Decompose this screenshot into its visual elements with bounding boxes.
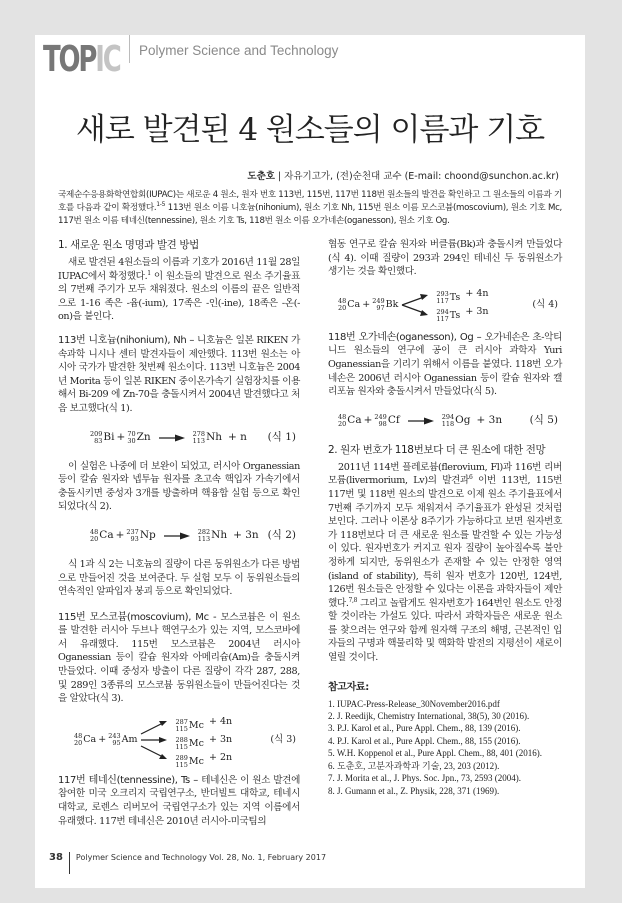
equation-term: + 3n [465, 305, 489, 317]
equation-term: Bk [385, 298, 399, 310]
equation-term: Og [455, 413, 471, 426]
paragraph: 협동 연구로 칼슘 원자와 버클륨(Bk)과 충돌시켜 만들었다(식 4). 이때 질량이 293과 294인 테네신 두 동위원소가 생기는 것을 확인했다. [328, 239, 562, 278]
equation-term [193, 431, 205, 445]
equation-term: Bi [103, 430, 115, 443]
equation-term [175, 755, 187, 769]
equation-term [436, 309, 460, 323]
equation-term: 118 [441, 419, 455, 428]
columns [58, 238, 562, 828]
equation-3 [58, 714, 300, 769]
equation-term: Mc [188, 720, 204, 732]
header-divider [129, 35, 130, 63]
equation-term [74, 733, 82, 747]
equation-term: + 3n [476, 413, 503, 426]
journal-name: Polymer Science and Technology [139, 43, 339, 58]
equation-term: 293 [436, 289, 449, 298]
equation-term: 20 [338, 419, 347, 428]
reaction-arrow-icon [159, 434, 185, 442]
paragraph: 새로 발견된 4원소들의 이름과 기호가 2016년 11월 28일 IUPAC에서 확정했다.$^1$ 이 원소들의 발견으로 원소 주기율표의 7번째 주기가 모두 채워졌다. 원소의 이름의 끝은 일반적으로 1-16 족은 -윰(-ium), 17족은 -인(-ine), 18족은 -온(-on)을 붙인다. [58, 257, 301, 323]
article-content [35, 189, 585, 828]
equation-2 [58, 522, 300, 550]
equation-term [126, 529, 155, 543]
equation-term: + 2n [209, 751, 233, 763]
reference-item: 2. J. Reedijk, Chemistry International, 38(5), 30 (2016). [328, 711, 530, 722]
equation-term [175, 719, 203, 733]
author-line: 도춘호 | 자유기고가, (전)순천대 교수 (E-mail: choond@sunchon.ac.kr) [247, 171, 559, 182]
equation-term: 117 [436, 296, 449, 305]
reference-item: 1. IUPAC-Press-Release_30November2016.pdf [328, 698, 500, 709]
equation-term [173, 715, 233, 769]
equation-term [90, 529, 98, 543]
equation-label: (식 4) [532, 298, 558, 310]
text-span: 이번 113번, 115번 117번 및 118번 원소의 발견으로 이제 원소 주기율표에서 7번째 주기까지 모두 채워져서 주기율표가 완성된 것처럼 보인다. 그러나 이론상 8주기가 가능하다고 보면 원자번호가 118번보다 더 큰 새로운 원소를 발견할 수 있는 가능성이 있다. 원자번호가 커지고 원자 질량이 높아질수록 불안정하게 되지만, 동위원소가 존재할 수 있는 안정한 영역(island of stability), 특히 원자 번호가 120번, 124번, 126번 원소들은 안정할 수 있다는 이론을 과학자들이 제안했다. [328, 475, 562, 609]
equation-term: 249 [374, 412, 387, 421]
equation-term: Ca [347, 298, 361, 310]
equation-term [90, 431, 115, 445]
equation-term [175, 737, 203, 751]
equation-term: Mc [188, 738, 204, 750]
paragraph: 이 실험은 나중에 더 보완이 되었고, 러시아 Organessian 등이 칼슘 원자와 넵투늄 원자를 초고속 핵입자 가속기에서 충돌시키면 중성자 3개를 방출하며 핵융합 실험 등으로 확인되었다(식 2). [58, 460, 300, 513]
equation-term: 70 [127, 429, 136, 438]
equation-term: 20 [90, 534, 99, 543]
equation-term [338, 414, 362, 428]
equation-label: (식 1) [267, 430, 296, 443]
equation-term: + 3n [233, 529, 259, 542]
references-heading: 참고자료: [328, 681, 369, 693]
equation-term: 48 [74, 731, 83, 740]
equation-term: Np [139, 529, 156, 542]
equation-1 [58, 424, 300, 452]
section-heading: 2. 원자 번호가 118번보다 더 큰 원소에 대한 전망 [328, 443, 546, 456]
equation-term: + [362, 298, 371, 310]
equation-term: + 4n [209, 715, 233, 727]
equation-term: 113 [192, 436, 206, 445]
equation-term: 48 [338, 296, 347, 305]
equation-term: 20 [74, 738, 83, 747]
equation-term: 115 [175, 760, 188, 769]
equation-term: 278 [192, 429, 206, 438]
right-column [328, 238, 562, 828]
page [35, 35, 585, 888]
topic-logo: TOPIC [43, 39, 120, 80]
equation-term [108, 733, 137, 747]
equation-term: 249 [372, 296, 385, 305]
abstract: 국제순수응용화학연합회(IUPAC)는 새로운 4 원소, 원자 번호 113번, 115번, 117번 118번 원소들의 발견을 확인하고 그 원소들의 이름과 기호를 다음과 같이 확정했다.$^{1-5}$ 113번 원소 이름 니호늄(nihonium), 원소 기호 Nh, 115번 원소 이름 모스코븀(moscovium), 원소 기호 Mc, 117번 원소 이름 테네신(tennessine), 원소 기호 Ts, 118번 원소 이름 오가네손(oganesson), 원소 기호 Og. [58, 190, 562, 226]
equation-term: 113 [197, 534, 211, 543]
equation-term [173, 733, 232, 751]
equation-term: 95 [112, 738, 121, 747]
equation-term: 294 [441, 412, 455, 421]
reference-item: 8. J. Gumann et al., Z. Physik, 228, 371 (1969). [328, 785, 500, 796]
equation-term [338, 298, 346, 312]
equation-term: 243 [108, 731, 121, 740]
left-column [58, 238, 300, 828]
equation-term [436, 309, 448, 323]
equation-term: 115 [175, 742, 188, 751]
reaction-arrow-icon [164, 532, 190, 540]
equation-term [442, 414, 454, 428]
equation-term: 20 [338, 303, 347, 312]
equation-term: + [98, 734, 107, 746]
equation-term [173, 715, 232, 733]
equation-term: + [115, 529, 125, 542]
equation-term: Ts [449, 309, 461, 321]
equation-term [434, 305, 488, 323]
text-span: 2011년 114번 플레로븀(flerovium, Fl)과 116번 리버모륨(livermorium, Lv)의 발견과 [328, 461, 562, 487]
text-span: 7,8 [348, 596, 358, 604]
equation-term: Nh [206, 430, 223, 443]
equation-term [338, 298, 360, 312]
equation-term [127, 431, 150, 445]
equation-term: 237 [126, 527, 139, 536]
footer-divider [69, 852, 70, 874]
equation-term [198, 529, 227, 543]
equation-term [198, 529, 210, 543]
text-span: 그리고 놀랍게도 원자번호가 164번인 원소도 안정할 것이라는 가설도 있다. 따라서 과학자들은 새로운 원소를 찾으려는 연구와 함께 원자핵 구조의 해명, 근본적인 입자들의 구명과 핵물리학 및 핵화학 발전의 지평선이 새로이 열릴 것이다. [328, 597, 562, 664]
equation-term [175, 719, 187, 733]
equation-term [436, 291, 448, 305]
equation-label: (식 5) [529, 413, 558, 426]
equation-term: Cf [387, 413, 400, 426]
equation-term: Ca [99, 529, 114, 542]
equation-term [338, 414, 346, 428]
equation-term [436, 291, 460, 305]
reference-item: 3. P.J. Karol et al., Pure Appl. Chem., 88, 139 (2016). [328, 723, 521, 734]
equation-term: 48 [338, 412, 347, 421]
equation-term [434, 287, 488, 305]
equation-term [374, 414, 399, 428]
article-title: 새로 발견된 4 원소들의 이름과 기호 [75, 112, 545, 148]
equation-5 [328, 407, 562, 435]
equation-term: 98 [378, 419, 387, 428]
equation-term [372, 298, 384, 312]
paragraph [328, 461, 562, 665]
reference-item: 5. W.H. Koppenol et al., Pure Appl. Chem., 88, 401 (2016). [328, 748, 542, 759]
equation-term: 83 [94, 436, 103, 445]
equation-term: + [116, 430, 126, 443]
equation-term: 209 [90, 429, 103, 438]
equation-term [126, 529, 138, 543]
equation-term [372, 298, 398, 312]
equation-term [175, 755, 203, 769]
paragraph-moscovium: 115번 모스코븀(moscovium), Mc - 모스코븀은 이 원소를 발견한 러시아 두브나 핵연구소가 있는 지역, 모스코바에서 유래했다. 115번 모스코븀은 2004년 러시아 Oganessian 등이 칼슘 원자와 아메리슘(Am)을 충돌시켜 만들었다. 이때 중성자 방출이 다른 질량이 각각 287, 288, 및 289인 3종류의 모스코븀 동위원소들이 만들어진다는 것을 알았다(식 3). [58, 611, 300, 705]
equation-term: 282 [197, 527, 211, 536]
reaction-arrow-icon [408, 417, 434, 425]
equation-term [193, 431, 222, 445]
equation-term [173, 751, 232, 769]
equation-term: + n [228, 430, 247, 443]
equation-term: 287 [175, 717, 188, 726]
equation-term: 115 [175, 724, 188, 733]
equation-term: 48 [90, 527, 99, 536]
reference-item: 6. 도춘호, 고분자과학과 기술, 23, 203 (2012). [328, 760, 500, 771]
reference-item: 7. J. Morita et al., J. Phys. Soc. Jpn., 73, 2593 (2004). [328, 773, 521, 784]
section-heading: 1. 새로운 원소 명명과 발견 방법 [58, 239, 199, 251]
equation-term: Zn [136, 430, 151, 443]
equation-term [90, 529, 114, 543]
equation-term: 97 [376, 303, 385, 312]
equation-term [108, 733, 120, 747]
equation-term: + 4n [465, 287, 489, 299]
equation-label: (식 3) [270, 734, 296, 746]
equation-term: 30 [127, 436, 136, 445]
equation-term: 117 [436, 314, 449, 323]
equation-term [74, 733, 96, 747]
equation-term [175, 737, 187, 751]
branch-arrows-icon [139, 718, 169, 762]
text-span: 6 [468, 474, 473, 482]
equation-term: 294 [436, 307, 449, 316]
page-footer [35, 846, 585, 888]
equation-term: Ts [449, 291, 461, 303]
page-header [35, 35, 585, 110]
paragraph: 식 1과 식 2는 니호늄의 질량이 다른 동위원소가 다른 방법으로 만들어진 것을 보여준다. 두 실험 모두 이 동위원소들의 연속적인 알파입자 붕괴 등으로 확인되었다. [58, 558, 300, 598]
equation-term: Nh [211, 529, 228, 542]
branch-arrows-icon [400, 290, 430, 320]
equation-term: Ca [83, 734, 97, 746]
page-number: 38 [49, 851, 63, 863]
equation-term [434, 287, 488, 323]
paragraph-nihonium: 113번 니호늄(nihonium), Nh – 니호늄은 일본 RIKEN 가속과학 니시나 센터 발견자들이 제안했다. 113번 원소는 아시아 국가가 발견한 첫번째 원소이다. 113번 니호늄은 2004년 Morita 등이 일본 RIKEN 중이온가속기 실험장치를 이용해서 Bi-209 에 Zn-70을 충돌시켜서 2004년 발견했다고 처음 보고했다(식 1). [58, 334, 300, 414]
equation-term: 288 [175, 735, 188, 744]
equation-term: Ca [347, 413, 362, 426]
equation-term: 93 [130, 534, 139, 543]
footer-journal: Polymer Science and Technology Vol. 28, No. 1, February 2017 [75, 852, 327, 862]
equation-term: 289 [175, 753, 188, 762]
equation-term: Am [121, 734, 138, 746]
equation-term [374, 414, 386, 428]
equation-term: Mc [188, 756, 204, 768]
paragraph-tennessine: 117번 테네신(tennessine), Ts – 테네신은 이 원소 발견에 참여한 미국 오크리지 국립연구소, 반더빌트 대학교, 테네시 대학교, 로렌스 리버모어 국립연구소가 있는 지역 이름에서 유래했다. 117번 테네신은 2010년 러시아-미국팀의 [58, 774, 300, 827]
equation-term: + [363, 413, 373, 426]
equation-term [90, 431, 102, 445]
equation-label: (식 2) [267, 529, 296, 542]
equation-4 [328, 287, 562, 323]
equation-term: + 3n [209, 733, 233, 745]
paragraph-oganesson: 118번 오가네손(oganesson), Og – 오가네손은 초-악티니드 원소들의 연구에 공이 큰 러시아 과학자 Yuri Oganessian을 기리기 위해서 이름을 붙였다. 118번 오가네손은 2006년 러시아 Oganessian 등이 칼슘 원자와 캘리포늄 원자와 충돌시켜서 만들었다(식 5). [328, 331, 563, 398]
equation-term [127, 431, 135, 445]
references [328, 681, 562, 797]
reference-item: 4. P.J. Karol et al., Pure Appl. Chem., 88, 155 (2016). [328, 735, 521, 746]
equation-term [442, 414, 471, 428]
